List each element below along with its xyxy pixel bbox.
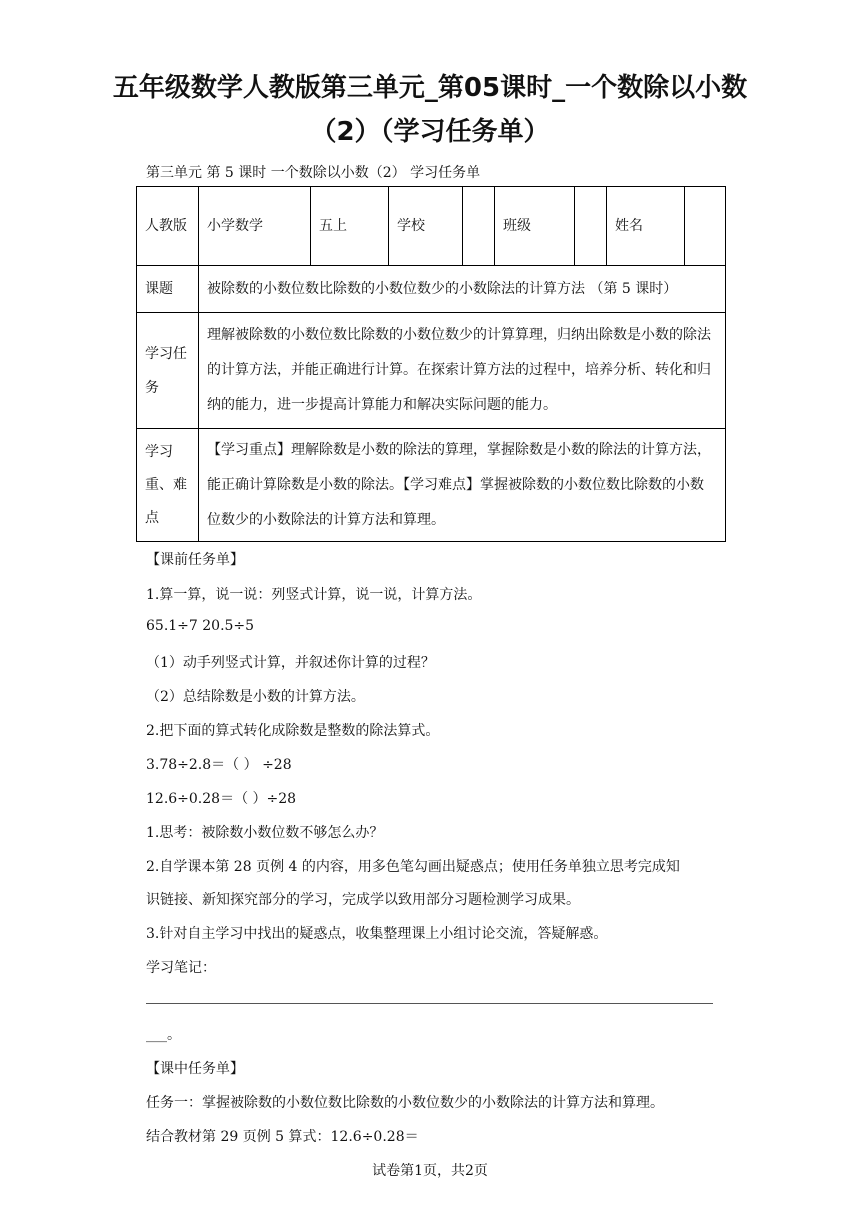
page-footer: 试卷第1页，共2页 <box>372 1163 488 1179</box>
notes-line <box>146 1003 713 1004</box>
name-field[interactable] <box>685 187 726 266</box>
class-field[interactable] <box>575 187 607 266</box>
line-5: 2.把下面的算式转化成除数是整数的除法算式。 <box>146 723 440 739</box>
topic-value: 被除数的小数位数比除数的小数位数少的小数除法的计算方法 （第 5 课时） <box>199 266 726 313</box>
notes-end: ___。 <box>146 1027 181 1043</box>
keypoints-value: 【学习重点】理解除数是小数的除法的算理，掌握除数是小数的除法的计算方法，能正确计算除数是小数的除法。【学习难点】掌握被除数的小数位数比除数的小数位数少的小数除法的计算方法和算理。 <box>199 429 726 542</box>
page-title: 五年级数学人教版第三单元_第05课时_一个数除以小数（2）（学习任务单） <box>112 73 748 147</box>
keypoints-label: 学习重、难点 <box>137 429 199 542</box>
line-1: 1.算一算，说一说：列竖式计算，说一说，计算方法。 <box>146 587 482 603</box>
line-8: 1.思考：被除数小数位数不够怎么办？ <box>146 825 384 841</box>
example-line: 结合教材第 29 页例 5 算式：12.6÷0.28＝ <box>146 1129 419 1145</box>
line-6: 3.78÷2.8＝（ ） ÷28 <box>146 757 292 773</box>
line-7: 12.6÷0.28＝（ ）÷28 <box>146 791 297 807</box>
subtitle: 第三单元 第 5 课时 一个数除以小数（2） 学习任务单 <box>146 165 481 181</box>
school-label: 学校 <box>389 187 463 266</box>
topic-label: 课题 <box>137 266 199 313</box>
in-class-heading: 【课中任务单】 <box>146 1061 244 1077</box>
task-one: 任务一：掌握被除数的小数位数比除数的小数位数少的小数除法的计算方法和算理。 <box>146 1095 664 1111</box>
line-4: （2）总结除数是小数的计算方法。 <box>146 689 365 705</box>
line-2: 65.1÷7 20.5÷5 <box>146 618 255 634</box>
line-10: 识链接、新知探究部分的学习，完成学以致用部分习题检测学习成果。 <box>146 892 580 908</box>
line-9: 2.自学课本第 28 页例 4 的内容，用多色笔勾画出疑惑点；使用任务单独立思考完成知 <box>146 859 680 875</box>
publisher-cell: 人教版 <box>137 187 199 266</box>
subject-cell: 小学数学 <box>199 187 311 266</box>
task-label: 学习任务 <box>137 313 199 429</box>
info-table <box>136 186 726 542</box>
task-value: 理解被除数的小数位数比除数的小数位数少的计算算理，归纳出除数是小数的除法的计算方法，并能正确进行计算。在探索计算方法的过程中，培养分析、转化和归纳的能力，进一步提高计算能力和解决实际问题的能力。 <box>199 313 726 429</box>
grade-cell: 五上 <box>311 187 389 266</box>
line-3: （1）动手列竖式计算，并叙述你计算的过程？ <box>146 655 435 671</box>
line-11: 3.针对自主学习中找出的疑惑点，收集整理课上小组讨论交流，答疑解惑。 <box>146 926 608 942</box>
pre-task-heading: 【课前任务单】 <box>146 552 244 568</box>
notes-label: 学习笔记： <box>146 960 216 976</box>
class-label: 班级 <box>495 187 575 266</box>
school-field[interactable] <box>463 187 495 266</box>
name-label: 姓名 <box>607 187 685 266</box>
